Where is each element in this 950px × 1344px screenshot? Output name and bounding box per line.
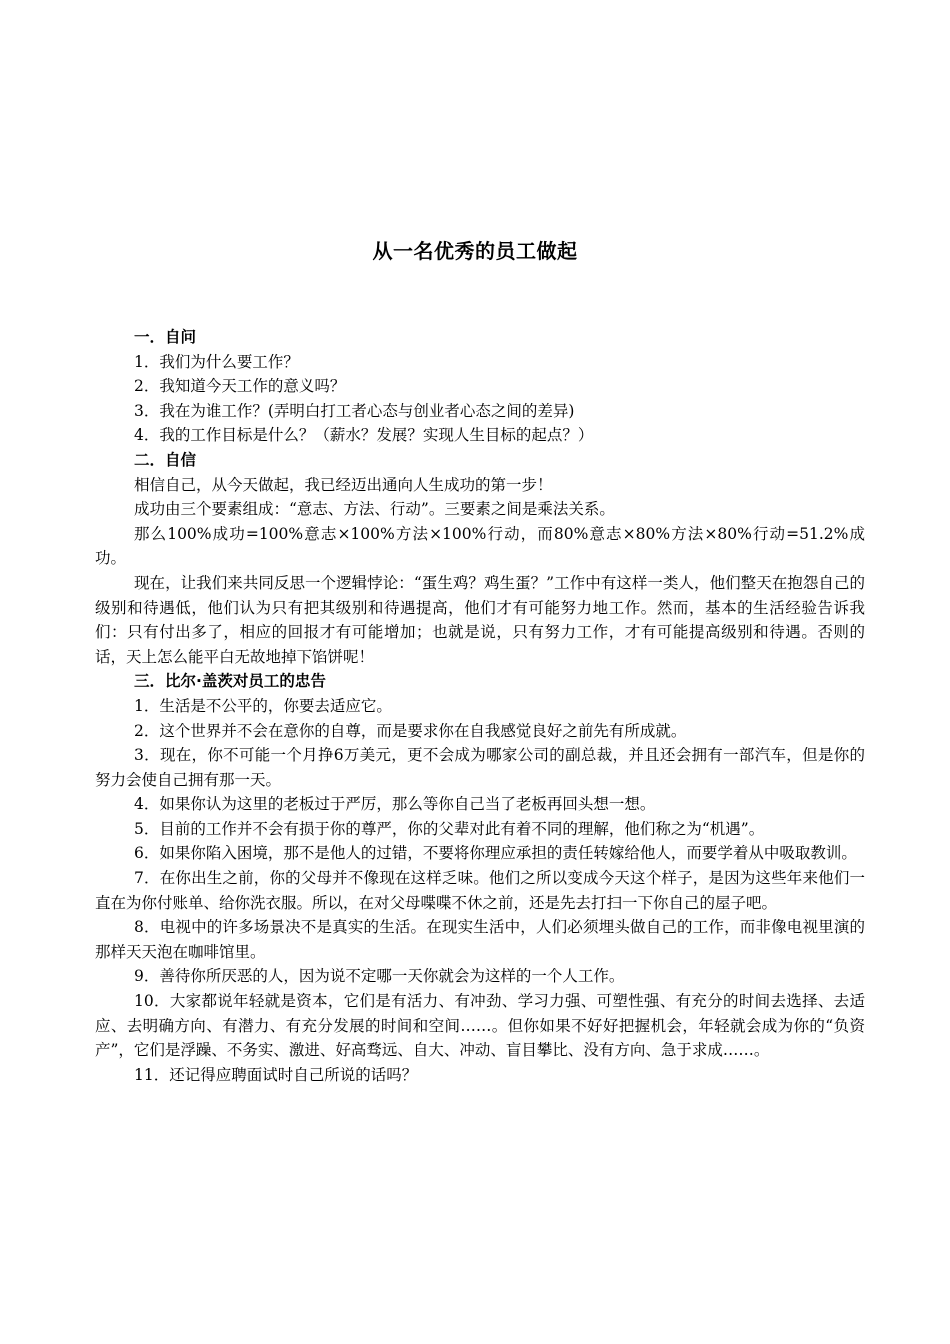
paragraph: 现在，让我们来共同反思一个逻辑悖论：“蛋生鸡？鸡生蛋？”工作中有这样一类人，他们整天在抱怨自己的级别和待遇低，他们认为只有把其级别和待遇提高，他们才有可能努力地工作。然而，基本的生活经验告诉我们：只有付出多了，相应的回报才有可能增加；也就是说，只有努力工作，才有可能提高级别和待遇。否则的话，天上怎么能平白无故地掉下馅饼呢！ — [95, 573, 865, 666]
paragraph: 那么100%成功=100%意志×100%方法×100%行动，而80%意志×80%方法×80%行动=51.2%成功。 — [95, 524, 865, 568]
paragraph: 8．电视中的许多场景决不是真实的生活。在现实生活中，人们必须埋头做自己的工作，而非像电视里演的那样天天泡在咖啡馆里。 — [95, 918, 865, 961]
paragraph: 1．我们为什么要工作？ — [134, 352, 299, 371]
paragraph: 成功由三个要素组成：“意志、方法、行动”。三要素之间是乘法关系。 — [134, 500, 615, 519]
section-heading-self-question: 一．自问 — [134, 328, 197, 346]
paragraph: 7．在你出生之前，你的父母并不像现在这样乏味。他们之所以变成今天这个样子，是因为这些年来他们一直在为你付账单、给你洗衣服。所以，在对父母喋喋不休之前，还是先去打扫一下你自己的屋子吧。 — [95, 869, 865, 912]
paragraph: 相信自己，从今天做起，我已经迈出通向人生成功的第一步！ — [134, 475, 553, 494]
paragraph: 4．我的工作目标是什么？（薪水？发展？实现人生目标的起点？） — [134, 426, 594, 445]
paragraph: 4．如果你认为这里的老板过于严厉，那么等你自己当了老板再回头想一想。 — [134, 795, 656, 814]
paragraph: 2．这个世界并不会在意你的自尊，而是要求你在自我感觉良好之前先有所成就。 — [134, 721, 687, 740]
page-title: 从一名优秀的员工做起 — [372, 239, 578, 263]
paragraph: 2．我知道今天工作的意义吗？ — [134, 377, 346, 396]
paragraph: 3．我在为谁工作？(弄明白打工者心态与创业者心态之间的差异) — [134, 401, 575, 420]
paragraph: 9．善待你所厌恶的人，因为说不定哪一天你就会为这样的一个人工作。 — [134, 967, 625, 986]
paragraph: 5．目前的工作并不会有损于你的尊严，你的父辈对此有着不同的理解，他们称之为“机遇”。 — [134, 819, 765, 838]
paragraph: 11．还记得应聘面试时自己所说的话吗？ — [134, 1065, 418, 1084]
paragraph: 10．大家都说年轻就是资本，它们是有活力、有冲劲、学习力强、可塑性强、有充分的时间去选择、去适应、去明确方向、有潜力、有充分发展的时间和空间……。但你如果不好好把握机会，年轻就会成为你的“负资产”，它们是浮躁、不务实、激进、好高骛远、自大、冲动、盲目攀比、没有方向、急于求成……。 — [95, 992, 865, 1060]
paragraph: 1．生活是不公平的，你要去适应它。 — [134, 696, 392, 715]
section-heading-bill-gates-advice: 三．比尔·盖茨对员工的忠告 — [134, 672, 326, 691]
paragraph: 6．如果你陷入困境，那不是他人的过错，不要将你理应承担的责任转嫁给他人，而要学着从中吸取教训。 — [134, 844, 857, 863]
document-body — [95, 325, 865, 1087]
paragraph: 3．现在，你不可能一个月挣6万美元，更不会成为哪家公司的副总裁，并且还会拥有一部汽车，但是你的努力会使自己拥有那一天。 — [95, 746, 865, 789]
section-heading-self-confidence: 二．自信 — [134, 450, 197, 469]
